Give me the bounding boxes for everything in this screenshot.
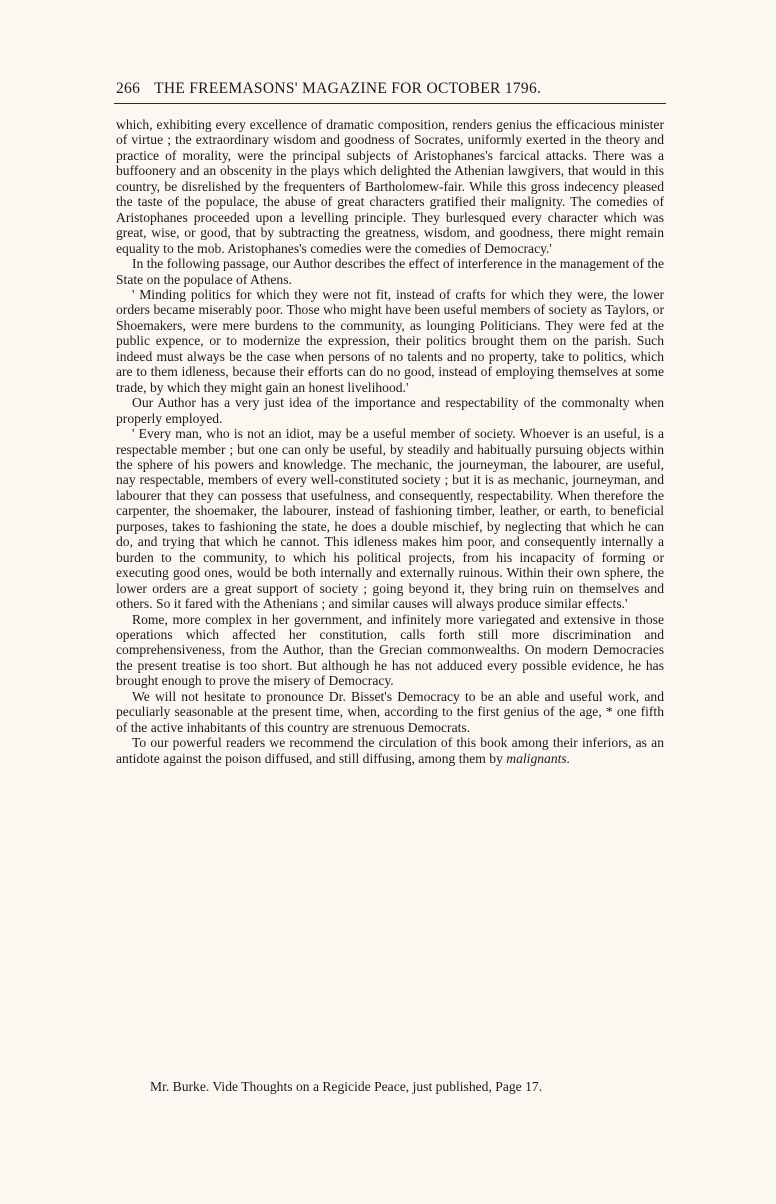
paragraph-4: Our Author has a very just idea of the importance and respectability of the commonalty when properly employed. (116, 395, 664, 426)
body-text (116, 117, 664, 766)
paragraph-8 (116, 735, 664, 766)
paragraph-5: ' Every man, who is not an idiot, may be a useful member of society. Whoever is an useful, is a respectable member ; but one can only be useful, by steadily and habitually pursuing objects within the sphere of his powers and knowledge. The mechanic, the journeyman, the labourer, are useful, nay respectable, members of every well-constituted society ; but it is as mechanic, journeyman, and labourer that they can possess that usefulness, and consequently, respectability. When therefore the carpenter, the shoemaker, the labourer, instead of fashioning timber, leather, or earth, to beneficial purposes, takes to fashioning the state, he does a double mischief, by neglecting that which he can do, and trying that which he cannot. This idleness makes him poor, and consequently internally a burden to the community, to which his political projects, from his incapacity of forming or executing good ones, would be both internally and externally ruinous. Within their own sphere, the lower orders are a great support of society ; going beyond it, they bring ruin on themselves and others. So it fared with the Athenians ; and similar causes will always produce similar effects.' (116, 426, 664, 612)
paragraph-2: In the following passage, our Author describes the effect of interference in the management of the State on the populace of Athens. (116, 256, 664, 287)
paragraph-3: ' Minding politics for which they were not fit, instead of crafts for which they were, the lower orders became miserably poor. Those who might have been useful members of society as Taylors, or Shoemakers, were mere burdens to the community, as lounging Politicians. They were fed at the public expence, or to modernize the expression, their politics brought them on the parish. Such indeed must always be the case when persons of no talents and no property, take to politics, which are to them idleness, because their efforts can do no good, instead of employing themselves at some trade, by which they might gain an honest livelihood.' (116, 286, 664, 395)
paragraph-6: Rome, more complex in her government, and infinitely more variegated and extensive in those operations which affected her constitution, calls forth still more discrimination and comprehensiveness, from the Author, than the Grecian commonwealths. On modern Democracies the present treatise is too short. But although he has not adduced every possible evidence, he has brought enough to prove the misery of Democracy. (116, 611, 664, 689)
paragraph-1: which, exhibiting every excellence of dramatic composition, renders genius the efficacious minister of virtue ; the extraordinary wisdom and goodness of Socrates, uniformly exerted in the theory and practice of morality, were the principal subjects of Aristophanes's farcical attacks. There was a buffoonery and an obscenity in the plays which delighted the Athenian lawgivers, that would in this country, be disrelished by the frequenters of Bartholomew-fair. While this gross indecency pleased the taste of the populace, the abuse of great characters gratified their malignity. The comedies of Aristophanes proceeded upon a levelling principle. They burlesqued every character which was great, wise, or good, that by subtracting the greatness, wisdom, and goodness, there might remain equality to the mob. Aristophanes's comedies were the comedies of Democracy.' (116, 117, 664, 256)
page-number: 266 (116, 80, 141, 97)
running-title: THE FREEMASONS' MAGAZINE FOR OCTOBER 1796. (154, 80, 542, 97)
italic-malignants: malignants. (506, 750, 571, 766)
header-rule (114, 103, 666, 104)
paragraph-7: We will not hesitate to pronounce Dr. Bisset's Democracy to be an able and useful work, and peculiarly seasonable at the present time, when, according to the first genius of the age, * one fifth of the active inhabitants of this country are strenuous Democrats. (116, 688, 664, 735)
footnote: Mr. Burke. Vide Thoughts on a Regicide Peace, just published, Page 17. (150, 1079, 543, 1094)
running-header (116, 80, 661, 98)
paragraph-8-text: To our powerful readers we recommend the circulation of this book among their inferiors, as an antidote against the poison diffused, and still diffusing, among them by (116, 735, 664, 766)
